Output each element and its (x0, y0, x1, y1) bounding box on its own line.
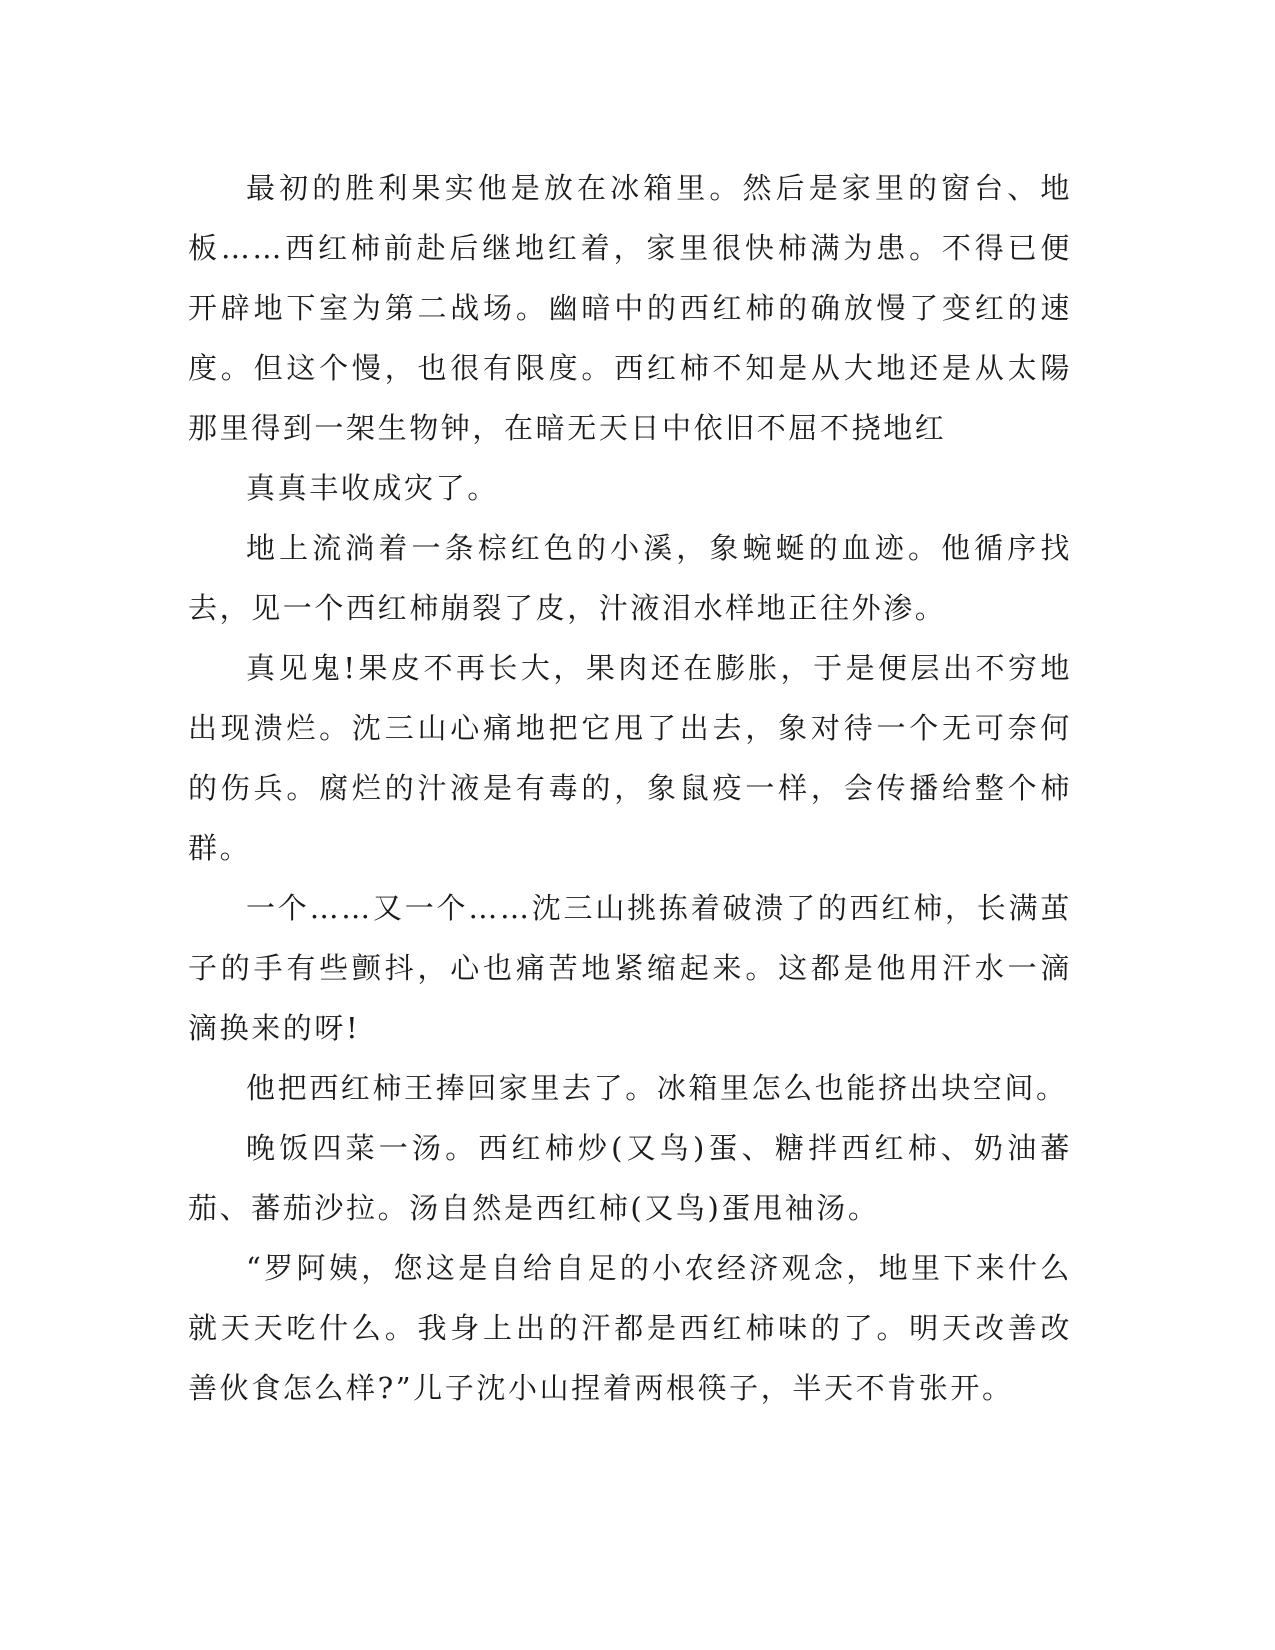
paragraph-8: “罗阿姨，您这是自给自足的小农经济观念，地里下来什么就天天吃什么。我身上出的汗都是西红柿味的了。明天改善改善伙食怎么样?”儿子沈小山捏着两根筷子，半天不肯张开。 (188, 1251, 1072, 1405)
paragraph-6: 他把西红柿王捧回家里去了。冰箱里怎么也能挤出块空间。 (246, 1071, 1068, 1105)
paragraph-7: 晚饭四菜一汤。西红柿炒(又鸟)蛋、糖拌西红柿、奶油蕃茄、蕃茄沙拉。汤自然是西红柿(又鸟)蛋甩袖汤。 (188, 1131, 1072, 1225)
paragraph-2: 真真丰收成灾了。 (246, 471, 499, 505)
paragraph-5: 一个……又一个……沈三山挑拣着破溃了的西红柿，长满茧子的手有些颤抖，心也痛苦地紧缩起来。这都是他用汗水一滴滴换来的呀! (188, 891, 1072, 1045)
paragraph-4: 真见鬼!果皮不再长大，果肉还在膨胀，于是便层出不穷地出现溃烂。沈三山心痛地把它甩了出去，象对待一个无可奈何的伤兵。腐烂的汁液是有毒的，象鼠疫一样，会传播给整个柿群。 (188, 651, 1072, 865)
body-text (188, 158, 1072, 1418)
paragraph-3: 地上流淌着一条棕红色的小溪，象蜿蜒的血迹。他循序找去，见一个西红柿崩裂了皮，汁液泪水样地正往外渗。 (188, 531, 1072, 625)
paragraph-1: 最初的胜利果实他是放在冰箱里。然后是家里的窗台、地板……西红柿前赴后继地红着，家里很快柿满为患。不得已便开辟地下室为第二战场。幽暗中的西红柿的确放慢了变红的速度。但这个慢，也很有限度。西红柿不知是从大地还是从太陽那里得到一架生物钟，在暗无天日中依旧不屈不挠地红 (188, 171, 1072, 445)
